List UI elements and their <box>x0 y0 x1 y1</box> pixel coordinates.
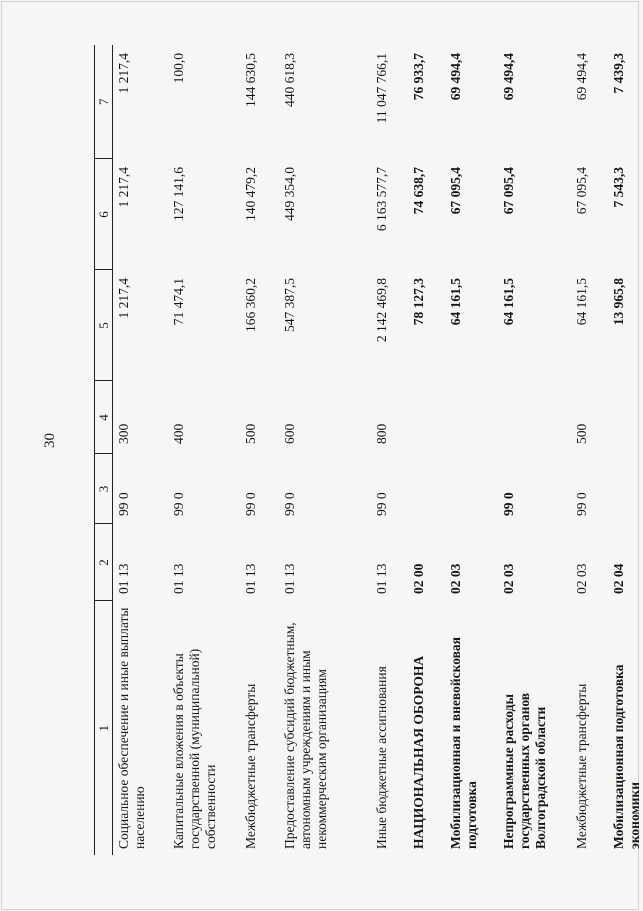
row-value-6: 74 638,7 <box>411 167 426 215</box>
row-value-6: 67 095,4 <box>501 167 516 215</box>
header-col-2: 2 <box>95 524 113 601</box>
row-value-7: 7 439,3 <box>611 53 626 94</box>
row-value-5: 78 127,3 <box>411 278 426 326</box>
table-row <box>113 45 169 855</box>
row-code: 99 0 <box>116 492 131 516</box>
budget-table-container <box>94 45 642 855</box>
row-value-7: 76 933,7 <box>411 53 426 101</box>
row-code: 99 0 <box>574 492 589 516</box>
row-value-6: 1 217,4 <box>116 167 131 208</box>
row-value-7: 69 494,4 <box>574 53 589 101</box>
row-name: Мобилизационная и вневойсковая подготовка <box>448 637 479 849</box>
row-name: Межбюджетные трансферты <box>243 683 258 849</box>
row-code: 99 0 <box>501 492 516 516</box>
row-value-7: 144 630,5 <box>243 53 258 107</box>
table-row <box>279 45 371 855</box>
table-row <box>608 45 643 855</box>
row-type <box>445 381 498 454</box>
header-col-5: 5 <box>95 270 113 381</box>
row-value-5: 71 474,1 <box>171 278 186 326</box>
header-col-3: 3 <box>95 454 113 524</box>
header-col-4: 4 <box>95 381 113 454</box>
row-section: 01 13 <box>116 563 131 594</box>
row-value-7: 440 618,3 <box>282 53 297 107</box>
row-value-5: 547 387,5 <box>282 278 297 332</box>
row-type: 600 <box>282 423 297 444</box>
row-section: 01 13 <box>282 563 297 594</box>
row-value-6: 67 095,4 <box>448 167 463 215</box>
table-row <box>498 45 571 855</box>
table-row <box>168 45 240 855</box>
row-type: 500 <box>243 423 258 444</box>
row-type <box>608 381 643 454</box>
header-col-7: 7 <box>95 45 113 159</box>
row-code <box>408 454 445 524</box>
row-section: 01 13 <box>171 563 186 594</box>
row-section: 02 04 <box>611 563 626 594</box>
table-row <box>240 45 279 855</box>
row-value-5: 1 217,4 <box>116 278 131 319</box>
row-value-5: 166 360,2 <box>243 278 258 332</box>
row-value-5: 64 161,5 <box>501 278 516 326</box>
row-name: Социальное обеспечение и иные выплаты населению <box>116 607 147 849</box>
table-header-row <box>95 45 113 855</box>
row-code <box>445 454 498 524</box>
row-name: Капитальные вложения в объекты государственной (муниципальной) собственности <box>171 648 218 849</box>
row-type: 400 <box>171 423 186 444</box>
row-section: 02 03 <box>448 563 463 594</box>
row-code: 99 0 <box>171 492 186 516</box>
row-name: НАЦИОНАЛЬНАЯ ОБОРОНА <box>411 655 426 849</box>
row-value-7: 100,0 <box>171 53 186 84</box>
row-type <box>498 381 571 454</box>
row-name: Предоставление субсидий бюджетным, автономным учреждениям и иным некоммерческим организациям <box>282 622 329 849</box>
row-name: Непрограммные расходы государственных органов Волгоградской области <box>501 692 548 849</box>
row-value-7: 1 217,4 <box>116 53 131 94</box>
row-code: 99 0 <box>282 492 297 516</box>
row-value-5: 64 161,5 <box>574 278 589 326</box>
table-row <box>445 45 498 855</box>
row-value-6: 6 163 577,7 <box>374 167 389 232</box>
row-type: 300 <box>116 423 131 444</box>
row-value-7: 69 494,4 <box>501 53 516 101</box>
row-name: Мобилизационная подготовка экономики <box>611 664 642 849</box>
row-type: 500 <box>574 423 589 444</box>
table-row <box>571 45 608 855</box>
row-code <box>608 454 643 524</box>
row-section: 01 13 <box>243 563 258 594</box>
header-col-6: 6 <box>95 159 113 270</box>
row-value-5: 2 142 469,8 <box>374 278 389 343</box>
row-value-7: 69 494,4 <box>448 53 463 101</box>
header-col-1: 1 <box>95 601 113 855</box>
row-code: 99 0 <box>374 492 389 516</box>
row-value-6: 7 543,3 <box>611 167 626 208</box>
row-section: 01 13 <box>374 563 389 594</box>
row-name: Иные бюджетные ассигнования <box>374 666 389 849</box>
row-code: 99 0 <box>243 492 258 516</box>
row-section: 02 03 <box>574 563 589 594</box>
row-type: 800 <box>374 423 389 444</box>
table-row <box>371 45 408 855</box>
row-value-6: 140 479,2 <box>243 167 258 221</box>
row-section: 02 00 <box>411 563 426 594</box>
row-value-6: 67 095,4 <box>574 167 589 215</box>
row-type <box>408 381 445 454</box>
row-name: Межбюджетные трансферты <box>574 683 589 849</box>
row-value-5: 13 965,8 <box>611 278 626 326</box>
page-number: 30 <box>42 433 58 448</box>
table-row <box>408 45 445 855</box>
row-value-5: 64 161,5 <box>448 278 463 326</box>
row-value-6: 449 354,0 <box>282 167 297 221</box>
budget-table <box>94 45 643 855</box>
row-section: 02 03 <box>501 563 516 594</box>
row-value-7: 11 047 766,1 <box>374 53 389 124</box>
row-value-6: 127 141,6 <box>171 167 186 221</box>
